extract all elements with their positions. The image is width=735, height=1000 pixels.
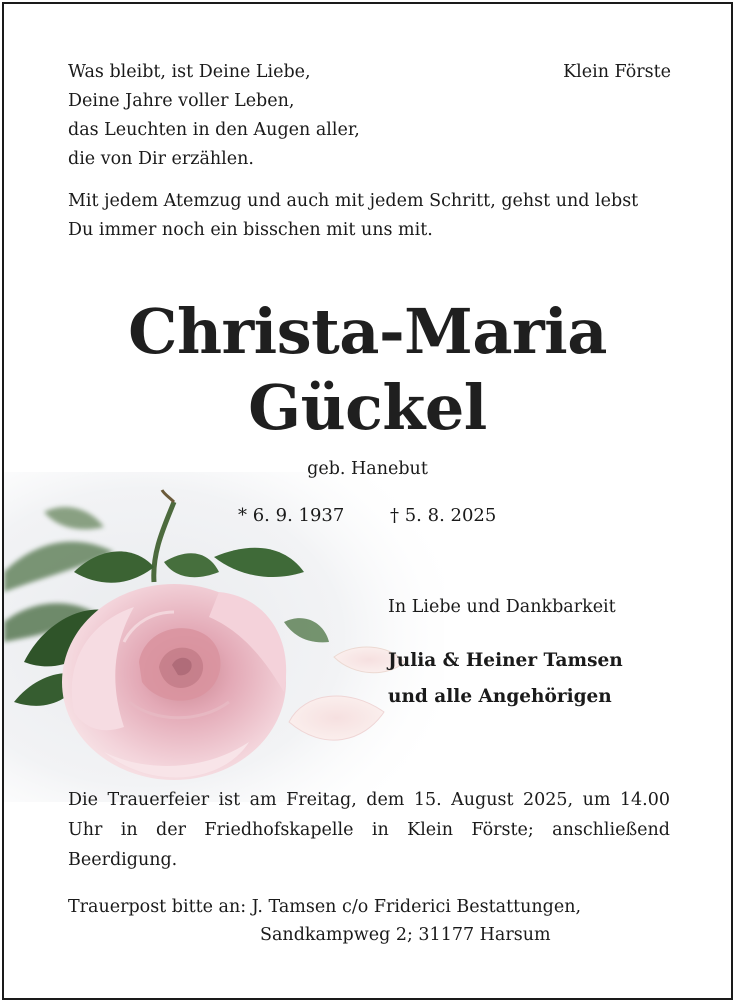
poem-line: das Leuchten in den Augen aller,	[68, 120, 360, 140]
poem-line: Was bleibt, ist Deine Liebe,	[68, 62, 311, 82]
condolence-address-line1: Trauerpost bitte an: J. Tamsen c/o Friderici Bestattungen,	[68, 897, 582, 917]
mourner-relatives: und alle Angehörigen	[388, 686, 612, 707]
deceased-name-last: Gückel	[248, 371, 487, 444]
poem-line: Deine Jahre voller Leben,	[68, 91, 295, 111]
verse-line: Du immer noch ein bisschen mit uns mit.	[68, 220, 433, 240]
poem	[68, 58, 360, 174]
birth-date: * 6. 9. 1937	[238, 505, 345, 526]
thanks-line: In Liebe und Dankbarkeit	[388, 597, 616, 617]
maiden-name: geb. Hanebut	[307, 459, 428, 479]
place-name: Klein Förste	[563, 62, 671, 82]
condolence-address-line2: Sandkampweg 2; 31177 Harsum	[260, 925, 551, 945]
obituary-notice	[2, 2, 733, 1000]
deceased-name-first: Christa-Maria	[128, 295, 607, 368]
verse-line: Mit jedem Atemzug und auch mit jedem Schritt, gehst und lebst	[68, 191, 639, 211]
death-date: † 5. 8. 2025	[390, 505, 497, 526]
verse	[68, 187, 638, 245]
mourner-names: Julia & Heiner Tamsen	[388, 650, 623, 671]
funeral-service-text: Die Trauerfeier ist am Freitag, dem 15. August 2025, um 14.00 Uhr in der Friedhofskapelle in Klein Förste; anschließend Beerdigung.	[68, 790, 670, 870]
rose-image	[4, 472, 444, 802]
poem-line: die von Dir erzählen.	[68, 149, 254, 169]
